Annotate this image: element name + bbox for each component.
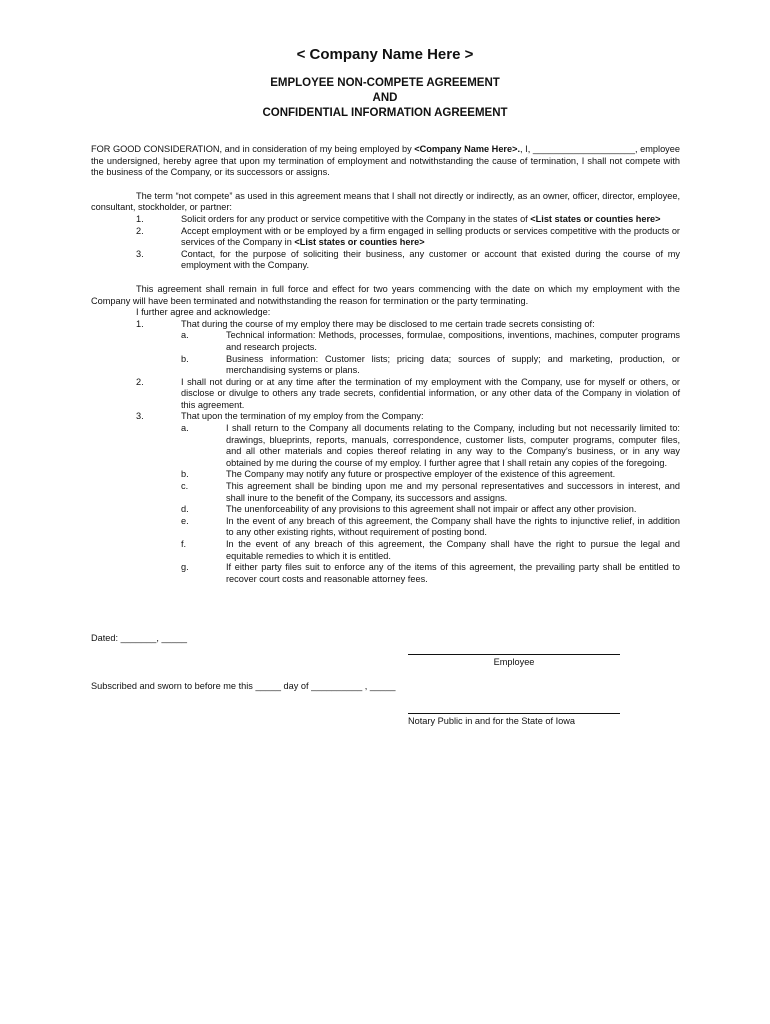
acknowledge-3-sub-b <box>91 469 680 481</box>
acknowledge-item-3 <box>91 411 680 423</box>
item-text: Contact, for the purpose of soliciting their business, any customer or account that existed during the course of my employment with the Company. <box>181 248 680 271</box>
sub-letter: e. <box>181 515 189 526</box>
acknowledge-3-sub-d <box>91 504 680 516</box>
subscribed-sworn-line: Subscribed and sworn to before me this _____ day of __________ , _____ <box>91 681 396 691</box>
intro-text-2: , I, ____________________, employee the undersigned, hereby agree that upon my termination of employment and notwithstanding the cause of termination, I shall not compete with the business of the Company, or its successors or assigns. <box>91 144 680 178</box>
sub-text: If either party files suit to enforce any of the items of this agreement, the prevailing party shall be entitled to recover court costs and reasonable attorney fees. <box>226 562 680 584</box>
sub-letter: f. <box>181 539 187 549</box>
sub-text: This agreement shall be binding upon me and my personal representatives and successors in interest, and shall inure to the benefit of the Company, its successors and assigns. <box>226 481 680 503</box>
duration-paragraph: This agreement shall remain in full force and effect for two years commencing with the date on which my employment with the Company will have been terminated and notwithstanding the reason for termination or the party terminating. <box>91 283 680 306</box>
not-compete-item-3 <box>91 249 680 272</box>
intro-company-placeholder: <Company Name Here>. <box>414 144 521 154</box>
item-number: 2. <box>136 225 144 236</box>
item-number: 1. <box>136 318 144 329</box>
sub-text: Business information: Customer lists; pricing data; sources of supply; and marketing, production, or merchandising systems or plans. <box>226 353 680 376</box>
acknowledge-3-sub-f <box>91 539 680 562</box>
sub-letter: b. <box>181 353 189 364</box>
sub-letter: g. <box>181 562 189 573</box>
sub-text: The unenforceability of any provisions to this agreement shall not impair or affect any other provision. <box>226 504 637 515</box>
sub-letter: a. <box>181 330 189 341</box>
item-number: 2. <box>136 376 144 387</box>
sub-text: I shall return to the Company all documents relating to the Company, including but not necessarily limited to: drawings, blueprints, reports, manuals, correspondence, customer lists, computer programs, computer files, and all other materials and copies thereof relating in any way to the Company’s business, or in any way obtained by me during the course of my employ. I further agree that I shall retain any copies of the foregoing. <box>226 423 680 468</box>
dated-line: Dated: _______, _____ <box>91 633 188 643</box>
further-agree-line: I further agree and acknowledge: <box>136 307 271 318</box>
item-number: 3. <box>136 248 144 259</box>
employee-signature-line <box>408 654 620 655</box>
sub-letter: a. <box>181 423 189 434</box>
sub-letter: b. <box>181 469 189 480</box>
intro-text-1: FOR GOOD CONSIDERATION, and in consideration of my being employed by <box>91 144 415 154</box>
item-number: 1. <box>136 213 144 224</box>
acknowledge-1-sub-a <box>91 330 680 353</box>
acknowledge-1-sub-b <box>91 354 680 377</box>
sub-text: In the event of any breach of this agreement, the Company shall have the rights to injunctive relief, in addition to any other existing rights, without requirement of posting bond. <box>226 515 680 538</box>
acknowledge-3-sub-g <box>91 562 680 585</box>
sub-text: Technical information: Methods, processes, formulae, compositions, inventions, machines, computer programs and research projects. <box>226 330 680 352</box>
not-compete-item-1 <box>91 214 680 226</box>
company-name-heading: < Company Name Here > <box>296 46 474 63</box>
notary-signature-block <box>408 713 620 728</box>
not-compete-definition: The term “not compete” as used in this agreement means that I shall not directly or indirectly, as an owner, officer, director, employee, consultant, stockholder, or partner: <box>91 190 680 213</box>
not-compete-item-2 <box>91 226 680 249</box>
title-line-3: CONFIDENTIAL INFORMATION AGREEMENT <box>262 107 508 119</box>
employee-signature-block <box>408 654 620 669</box>
acknowledge-3-sub-c <box>91 481 680 504</box>
acknowledge-item-2 <box>91 377 680 412</box>
intro-paragraph <box>91 144 680 179</box>
item-text: Solicit orders for any product or service competitive with the Company in the states of <box>181 213 531 224</box>
notary-signature-line <box>408 713 620 714</box>
sub-letter: d. <box>181 504 189 515</box>
employee-label: Employee <box>493 657 535 667</box>
item-text: I shall not during or at any time after the termination of my employment with the Company, use for myself or others, or disclose or divulge to others any trade secrets, confidential information, or any other data of the Company in violation of this agreement. <box>181 376 680 410</box>
notary-label: Notary Public in and for the State of Iowa <box>408 716 575 726</box>
title-line-1: EMPLOYEE NON-COMPETE AGREEMENT <box>270 77 500 89</box>
item-placeholder: <List states or counties here> <box>294 237 425 248</box>
item-text: Accept employment with or be employed by a firm engaged in selling products or services competitive with the products or services of the Company in <box>181 225 680 248</box>
sub-text: In the event of any breach of this agreement, the Company shall have the right to pursue the legal and equitable remedies to which it is entitled. <box>226 539 680 561</box>
item-placeholder: <List states or counties here> <box>530 213 661 224</box>
sub-letter: c. <box>181 481 189 492</box>
sub-text: The Company may notify any future or prospective employer of the existence of this agreement. <box>226 469 616 480</box>
acknowledge-3-sub-e <box>91 516 680 539</box>
item-text: That during the course of my employ there may be disclosed to me certain trade secrets consisting of: <box>181 318 595 329</box>
acknowledge-item-1 <box>91 319 680 331</box>
title-line-2: AND <box>372 92 398 104</box>
acknowledge-3-sub-a <box>91 423 680 469</box>
agreement-body <box>91 144 680 585</box>
item-text: That upon the termination of my employ from the Company: <box>181 411 424 422</box>
item-number: 3. <box>136 411 144 422</box>
